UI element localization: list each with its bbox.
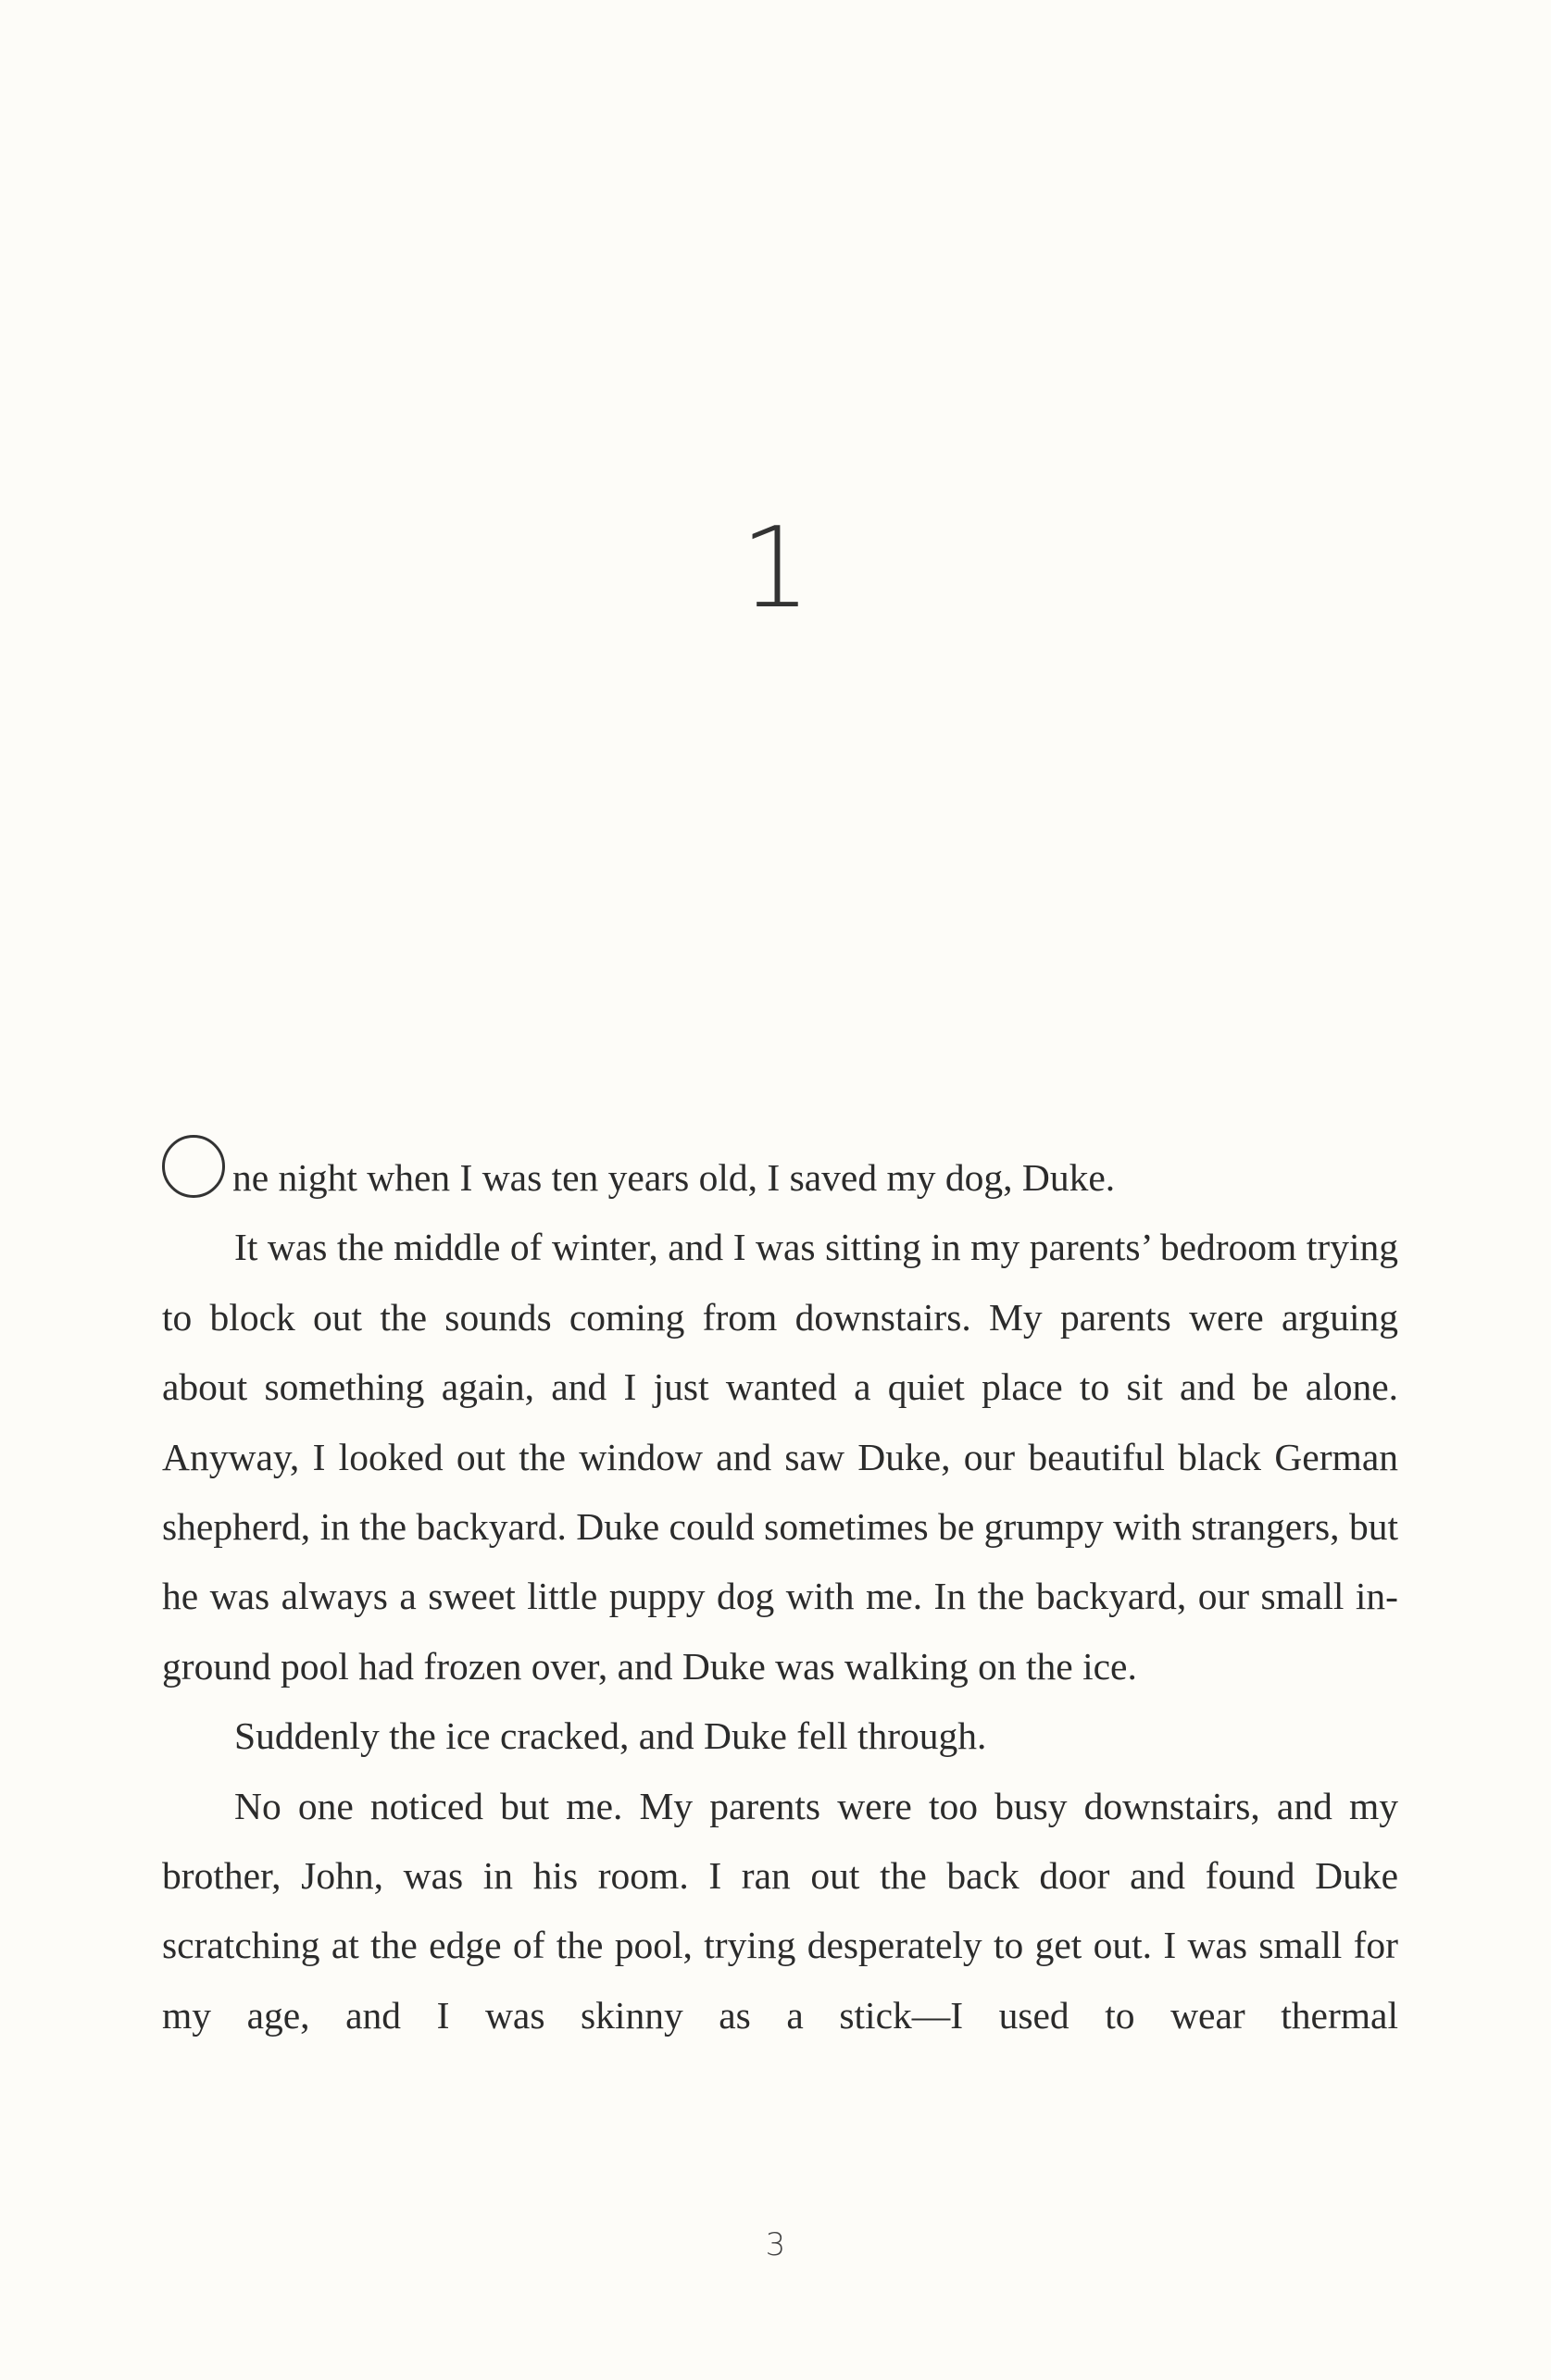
chapter-body [162,1143,1398,2050]
paragraph: It was the middle of winter, and I was sitting in my parents’ bedroom trying to block out the sounds coming from downstairs. My parents were arguing about something again, and I just wanted a quiet place to sit and be alone. Anyway, I looked out the window and saw Duke, our beautiful black German shepherd, in the backyard. Duke could sometimes be grumpy with strangers, but he was always a sweet little puppy dog with me. In the backyard, our small in-ground pool had frozen over, and Duke was walking on the ice. [162,1226,1398,1688]
opening-paragraph [162,1143,1398,1213]
paragraph: No one noticed but me. My parents were too busy downstairs, and my brother, John, was in his room. I ran out the back door and found Duke scratching at the edge of the pool, trying desperately to get out. I was small for my age, and I was skinny as a stick—I used to wear thermal [162,1784,1398,2037]
chapter-number: 1 [740,505,811,633]
paragraph-text: ne night when I was ten years old, I saved my dog, Duke. [232,1156,1116,1199]
drop-cap-o [162,1135,225,1198]
paragraph: Suddenly the ice cracked, and Duke fell through. [234,1714,987,1758]
page-number: 3 [765,2226,786,2263]
